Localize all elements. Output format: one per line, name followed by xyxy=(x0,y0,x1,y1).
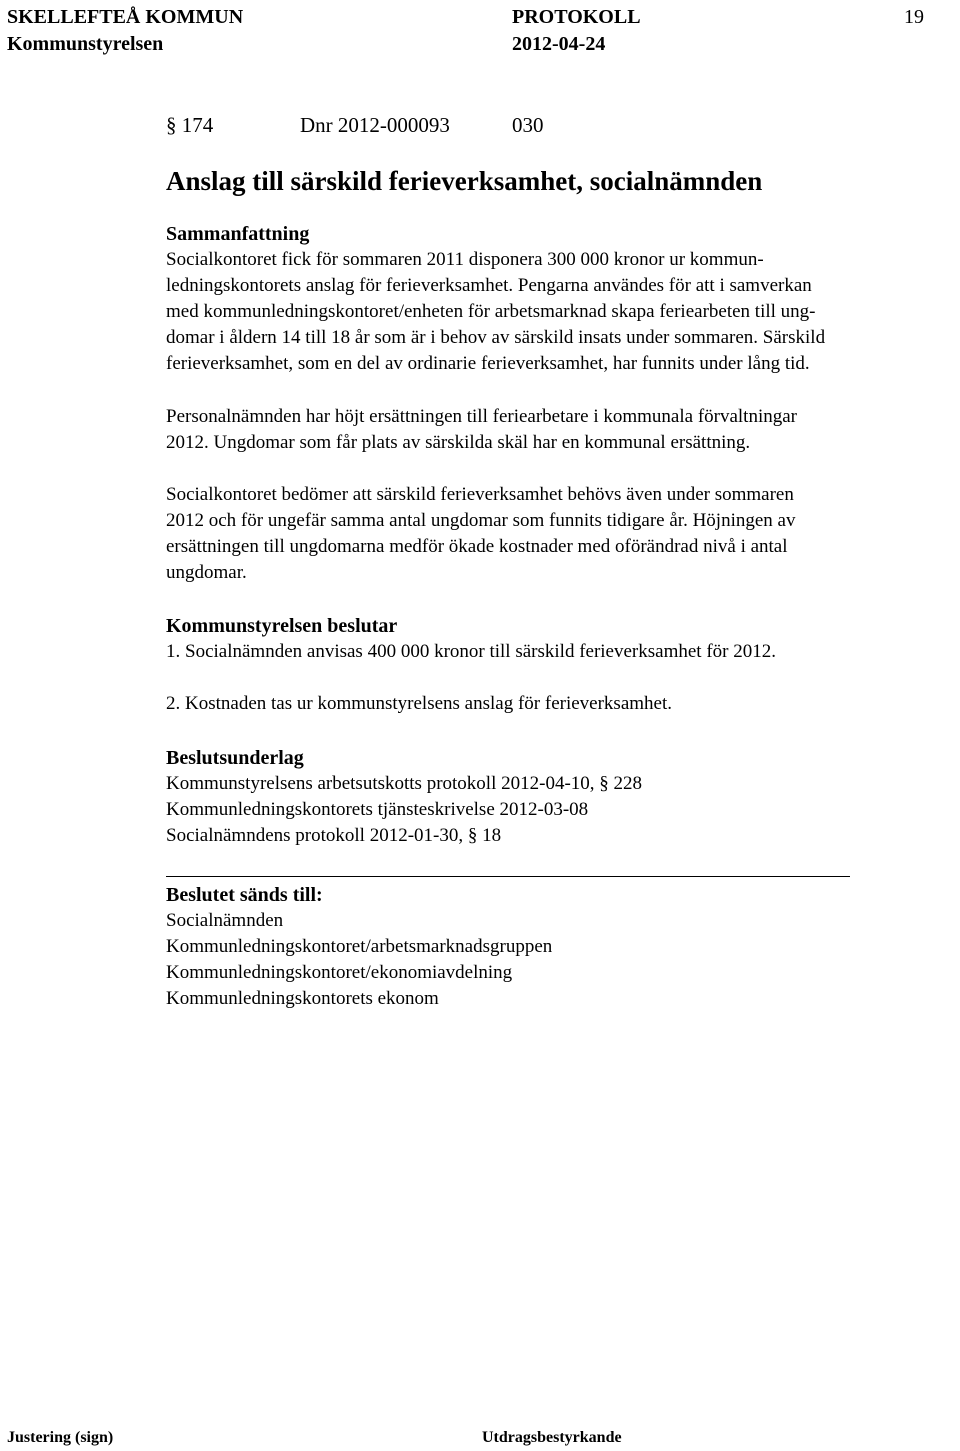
section-code: 030 xyxy=(512,113,544,137)
paragraph-line: ungdomar. xyxy=(166,562,247,583)
summary-paragraph-3 xyxy=(166,482,926,586)
summary-heading: Sammanfattning xyxy=(166,223,310,245)
decision-item: 2. Kostnaden tas ur kommunstyrelsens anslag för ferieverksamhet. xyxy=(166,693,673,714)
decision-item: 1. Socialnämnden anvisas 400 000 kronor till särskild ferieverksamhet för 2012. xyxy=(166,641,776,662)
summary-line: domar i åldern 14 till 18 år som är i behov av särskild insats under sommaren. Särskild xyxy=(166,327,826,348)
header-org: SKELLEFTEÅ KOMMUN xyxy=(7,6,244,28)
summary-section xyxy=(166,221,926,377)
paragraph-line: 2012. Ungdomar som får plats av särskilda skäl har en kommunal ersättning. xyxy=(166,432,751,453)
summary-line: Socialkontoret fick för sommaren 2011 disponera 300 000 kronor ur kommun- xyxy=(166,249,764,270)
paragraph-line: Personalnämnden har höjt ersättningen till feriearbetare i kommunala förvaltningar xyxy=(166,406,797,427)
paragraph-line: ersättningen till ungdomarna medför ökade kostnader med oförändrad nivå i antal xyxy=(166,536,788,557)
recipient: Kommunledningskontoret/ekonomiavdelning xyxy=(166,962,513,983)
basis-section xyxy=(166,745,926,849)
summary-line: med kommunledningskontoret/enheten för arbetsmarknad skapa feriearbeten till ung- xyxy=(166,301,816,322)
recipient: Socialnämnden xyxy=(166,910,284,931)
footer-utdragsbestyrkande: Utdragsbestyrkande xyxy=(482,1429,622,1446)
page-number: 19 xyxy=(904,6,924,28)
header-date: 2012-04-24 xyxy=(512,33,606,55)
sent-to-section xyxy=(166,882,926,1012)
decision-heading: Kommunstyrelsen beslutar xyxy=(166,615,398,637)
recipient: Kommunledningskontoret/arbetsmarknadsgruppen xyxy=(166,936,553,957)
summary-line: ferieverksamhet, som en del av ordinarie ferieverksamhet, har funnits under lång tid. xyxy=(166,353,810,374)
dnr: Dnr 2012-000093 xyxy=(300,113,450,137)
basis-item: Kommunstyrelsens arbetsutskotts protokoll 2012-04-10, § 228 xyxy=(166,773,643,794)
sent-to-heading: Beslutet sänds till: xyxy=(166,884,323,906)
header-doc-type: PROTOKOLL xyxy=(512,6,641,28)
decision-section xyxy=(166,613,926,665)
decision-item-2 xyxy=(166,691,926,717)
basis-heading: Beslutsunderlag xyxy=(166,747,304,769)
footer-justering: Justering (sign) xyxy=(7,1429,114,1446)
section-reference xyxy=(166,113,544,137)
basis-item: Kommunledningskontorets tjänsteskrivelse 2012-03-08 xyxy=(166,799,589,820)
paragraph-ref: § 174 xyxy=(166,113,214,137)
section-divider xyxy=(166,876,850,877)
recipient: Kommunledningskontorets ekonom xyxy=(166,988,439,1009)
summary-line: ledningskontorets anslag för ferieverksamhet. Pengarna användes för att i samverkan xyxy=(166,275,812,296)
header-body-name: Kommunstyrelsen xyxy=(7,33,164,55)
page-title: Anslag till särskild ferieverksamhet, socialnämnden xyxy=(166,166,763,196)
summary-paragraph-2 xyxy=(166,404,926,456)
paragraph-line: 2012 och för ungefär samma antal ungdomar som funnits tidigare år. Höjningen av xyxy=(166,510,796,531)
paragraph-line: Socialkontoret bedömer att särskild ferieverksamhet behövs även under sommaren xyxy=(166,484,794,505)
basis-item: Socialnämndens protokoll 2012-01-30, § 18 xyxy=(166,825,502,846)
